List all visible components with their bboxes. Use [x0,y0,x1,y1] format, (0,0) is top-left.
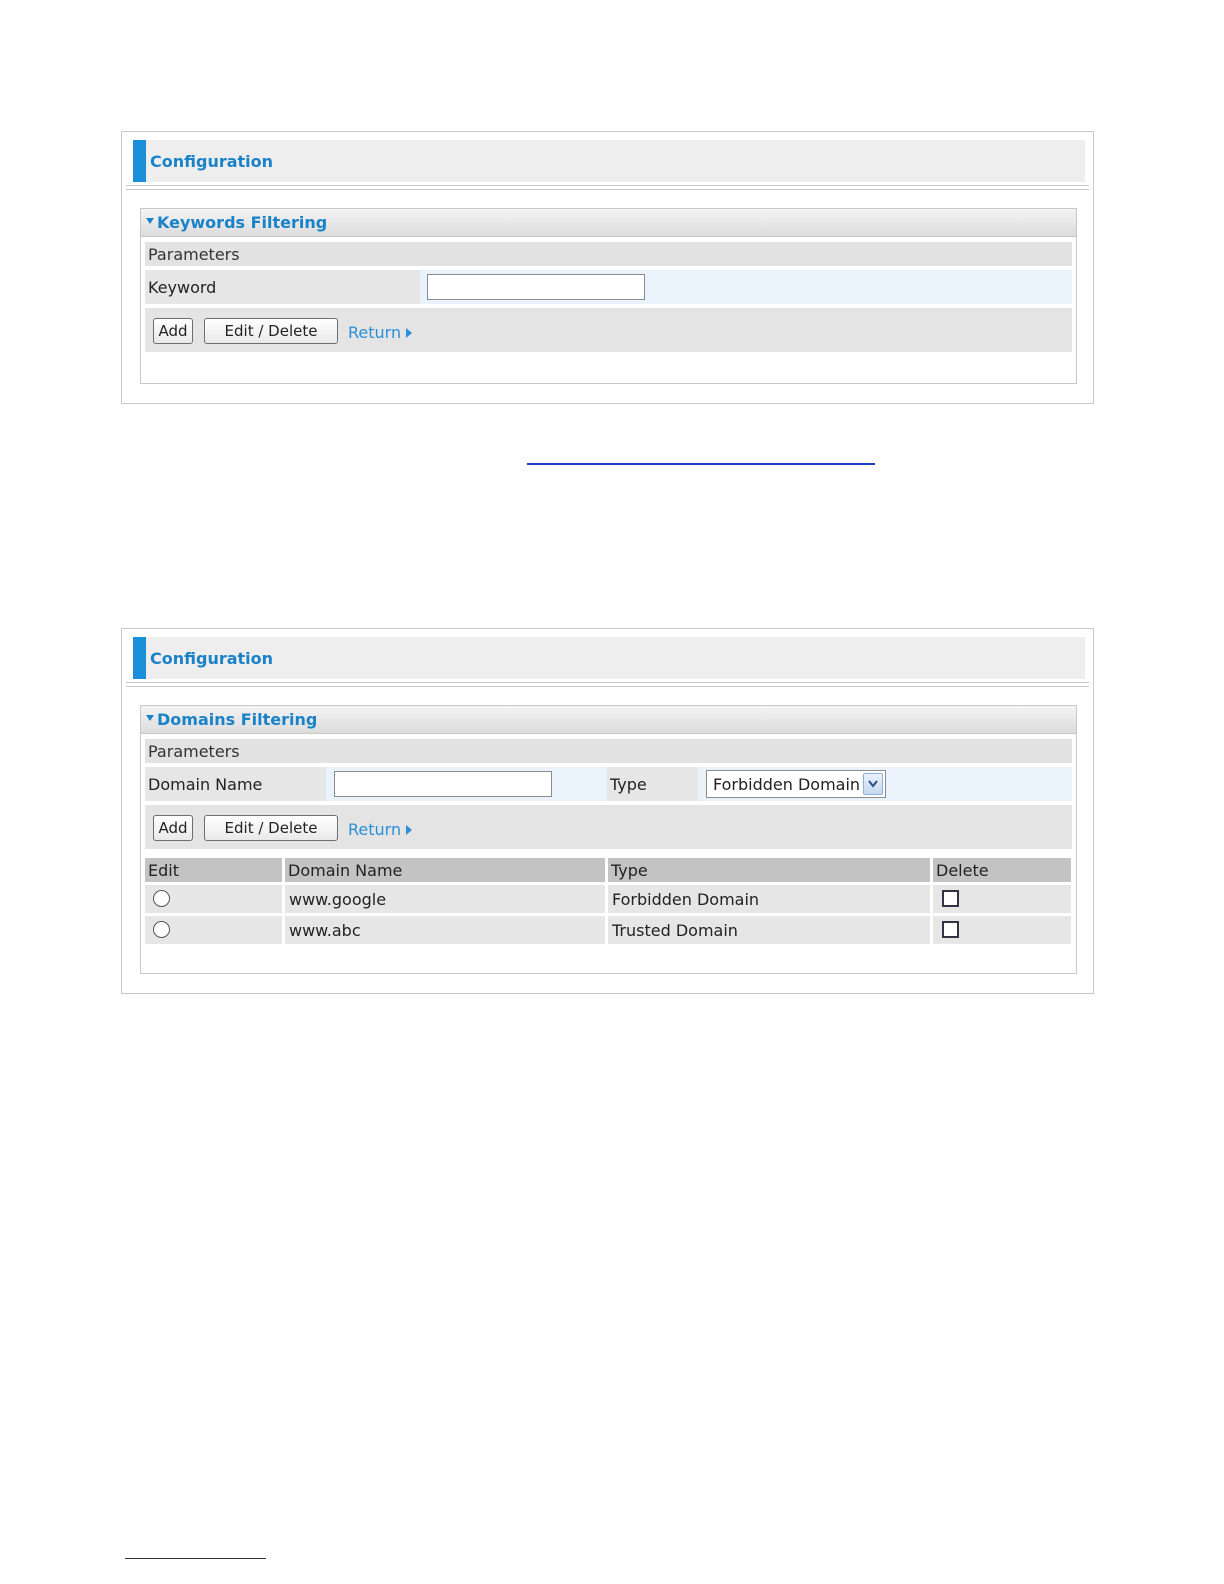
return-link[interactable]: Return [348,323,412,342]
divider [126,686,1089,687]
parameters-heading [145,739,1072,763]
keyword-label: Keyword [148,278,217,297]
edit-radio[interactable] [153,890,170,907]
action-row [145,805,1072,849]
domain-name-input[interactable] [334,771,552,797]
edit-cell [145,916,282,944]
parameters-label: Parameters [148,245,240,264]
divider [126,185,1089,186]
return-link[interactable]: Return [348,820,412,839]
section-header[interactable] [141,706,1076,734]
delete-checkbox[interactable] [942,890,959,907]
type-label: Type [610,775,647,794]
keyword-label-cell [145,270,420,304]
parameters-heading [145,242,1072,266]
return-arrow-icon [406,825,412,835]
parameters-label: Parameters [148,742,240,761]
keyword-input[interactable] [427,274,645,300]
domains-config-panel [121,628,1094,994]
domains-filtering-section [140,705,1077,974]
config-accent-bar [133,637,146,679]
add-button[interactable]: Add [153,815,193,841]
config-accent-bar [133,140,146,182]
collapse-triangle-icon[interactable] [146,218,154,224]
column-header-domain-name: Domain Name [285,858,605,882]
domain-cell: www.google [285,885,605,913]
delete-cell [933,885,1071,913]
type-select-value: Forbidden Domain [713,775,861,794]
domain-row [145,767,1072,801]
section-title: Domains Filtering [157,710,318,729]
column-header-edit: Edit [145,858,282,882]
collapse-triangle-icon[interactable] [146,715,154,721]
edit-delete-button[interactable]: Edit / Delete [204,815,338,841]
divider [126,682,1089,683]
type-select[interactable] [706,770,886,798]
type-cell: Trusted Domain [608,916,930,944]
keyword-row [145,270,1072,304]
edit-radio[interactable] [153,921,170,938]
add-button[interactable]: Add [153,318,193,344]
action-row [145,308,1072,352]
keywords-config-panel [121,131,1094,404]
footnote-rule [125,1558,266,1559]
config-header [133,637,1085,679]
return-arrow-icon [406,328,412,338]
section-header[interactable] [141,209,1076,237]
divider [126,189,1089,190]
column-header-delete: Delete [933,858,1071,882]
config-title: Configuration [150,152,274,171]
edit-delete-button[interactable]: Edit / Delete [204,318,338,344]
domain-name-label-cell [145,767,326,801]
delete-cell [933,916,1071,944]
domain-cell: www.abc [285,916,605,944]
document-link-underline[interactable] [527,463,875,465]
type-label-cell [607,767,698,801]
chevron-down-icon[interactable] [863,773,883,795]
domain-name-label: Domain Name [148,775,263,794]
section-title: Keywords Filtering [157,213,328,232]
column-header-type: Type [608,858,930,882]
config-title: Configuration [150,649,274,668]
config-header [133,140,1085,182]
delete-checkbox[interactable] [942,921,959,938]
type-cell: Forbidden Domain [608,885,930,913]
keywords-filtering-section [140,208,1077,384]
edit-cell [145,885,282,913]
